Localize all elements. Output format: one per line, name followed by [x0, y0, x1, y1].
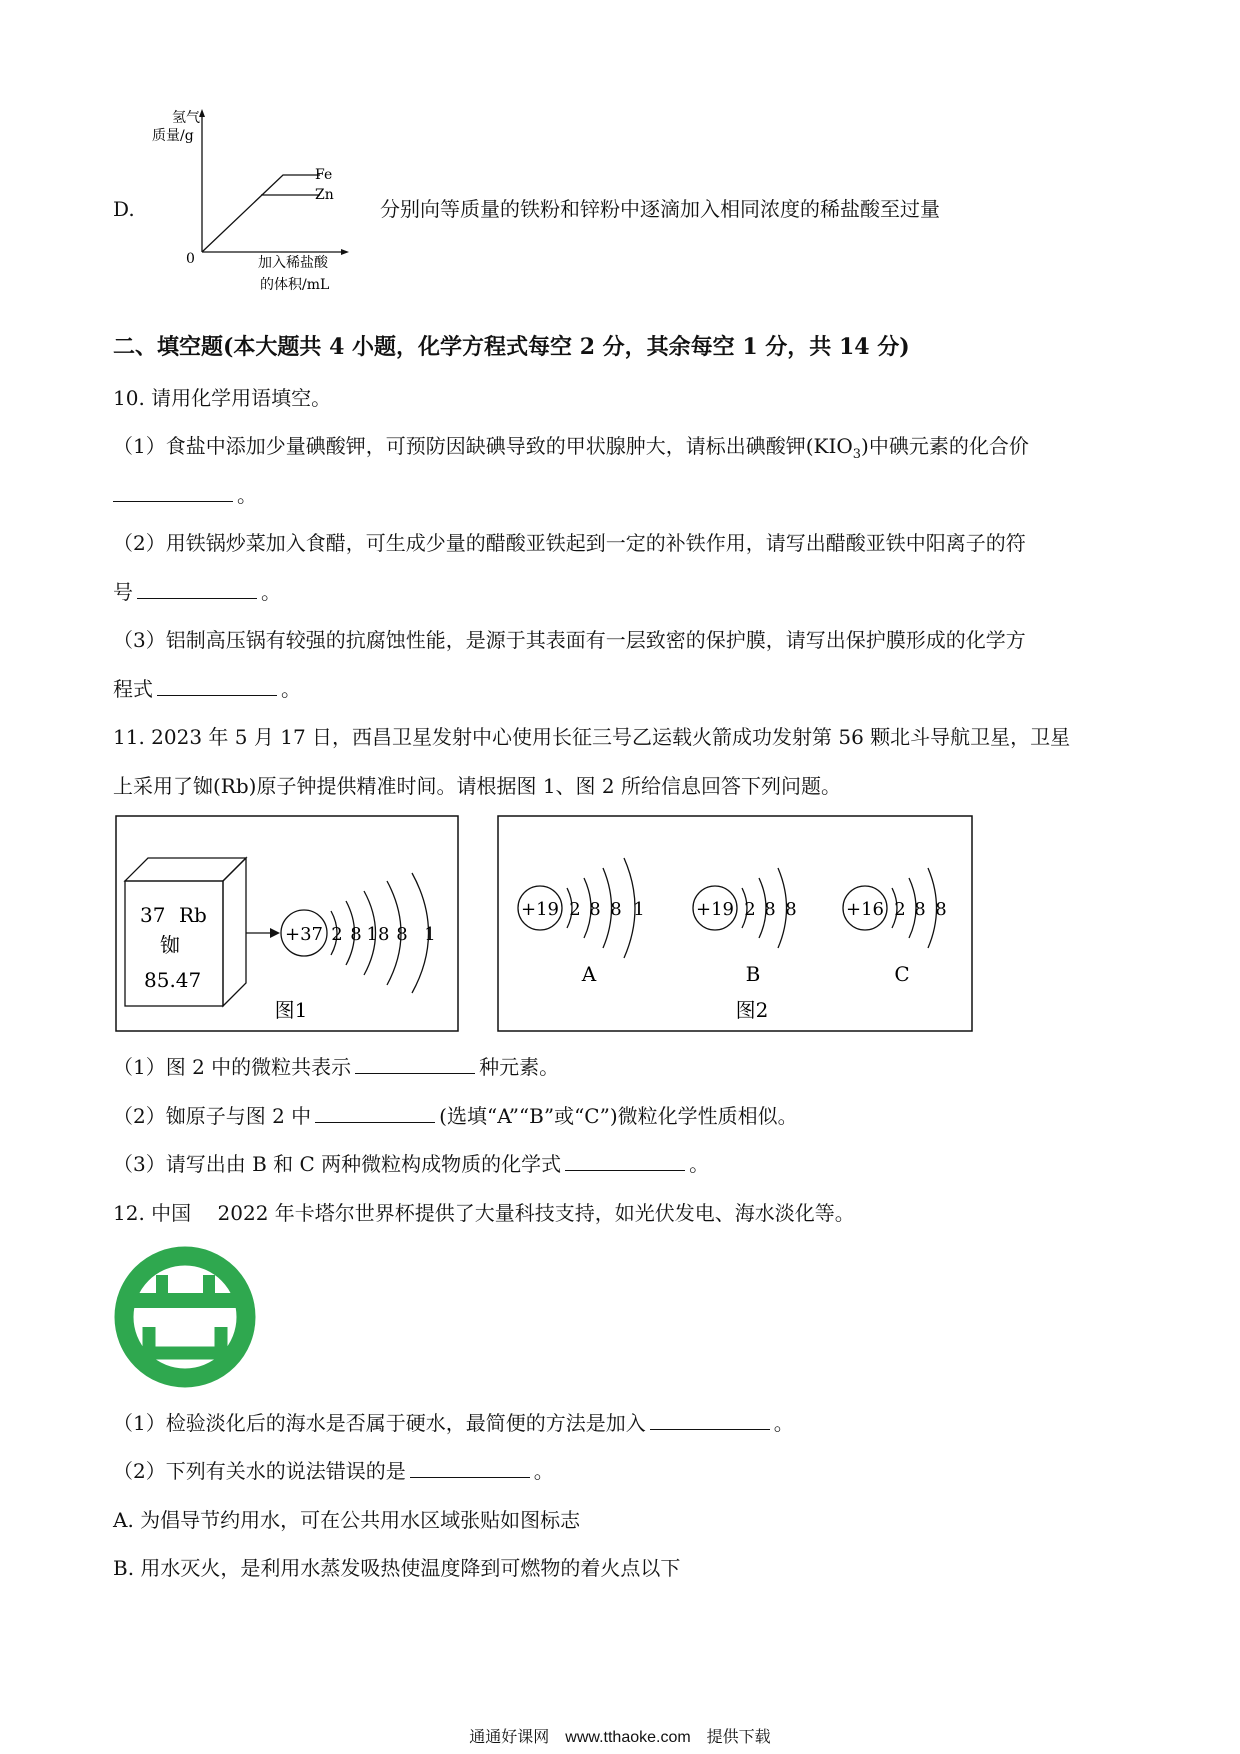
- logo-ring: [124, 1256, 246, 1378]
- logo-cup: [149, 1327, 221, 1353]
- particle-a-charge: +19: [521, 899, 559, 920]
- graph-series-zn: Zn: [315, 187, 334, 203]
- element-mass: 85.47: [144, 968, 202, 992]
- rb-shell-count-1: 2: [331, 924, 343, 945]
- logo-bar: [125, 1293, 246, 1308]
- figure-1: [115, 815, 460, 1033]
- particle-b-label: B: [745, 962, 761, 986]
- q10-p2-answer: 号 。: [113, 580, 281, 604]
- q12-p2: （2）下列有关水的说法错误的是 。: [113, 1459, 554, 1483]
- answer-blank[interactable]: [355, 1055, 475, 1074]
- answer-blank[interactable]: [157, 677, 277, 696]
- graph-xlabel-1: 加入稀盐酸: [258, 255, 328, 271]
- q11-p3: （3）请写出由 B 和 C 两种微粒构成物质的化学式 。: [113, 1152, 710, 1176]
- logo-post-left: [156, 1275, 168, 1300]
- hydrogen-mass-graph: [140, 105, 360, 293]
- answer-blank[interactable]: [315, 1104, 435, 1123]
- element-symbol: Rb: [179, 903, 207, 927]
- graph-ylabel-1: 氢气: [172, 110, 200, 126]
- particle-b-shell-3: 8: [785, 899, 797, 920]
- particle-c-shell-2: 8: [914, 899, 926, 920]
- rb-shell-count-4: 8: [396, 924, 408, 945]
- footer-text: 通通好课网 www.tthaoke.com 提供下载: [469, 1729, 771, 1746]
- option-d-label: D.: [113, 197, 135, 221]
- answer-blank[interactable]: [137, 580, 257, 599]
- particle-a-shell-4: 1: [633, 899, 645, 920]
- q11-stem-2: 上采用了铷(Rb)原子钟提供精准时间。请根据图 1、图 2 所给信息回答下列问题。: [113, 774, 841, 798]
- particle-c-charge: +16: [846, 899, 884, 920]
- rb-shell-count-3: 18: [366, 924, 390, 945]
- rb-nucleus-charge: +37: [285, 924, 323, 945]
- particle-c-shell-1: 2: [894, 899, 906, 920]
- q10-p1-answer: 。: [113, 482, 257, 508]
- answer-blank[interactable]: [565, 1152, 685, 1171]
- particle-a-shell-3: 8: [610, 899, 622, 920]
- q12-option-a[interactable]: A. 为倡导节约用水，可在公共用水区域张贴如图标志: [113, 1508, 581, 1532]
- q10-p3: （3）铝制高压锅有较强的抗腐蚀性能，是源于其表面有一层致密的保护膜，请写出保护膜形成的化学方: [113, 628, 1026, 652]
- graph-x-arrow: [341, 249, 349, 255]
- particle-a-shell-2: 8: [589, 899, 601, 920]
- rb-shell-count-2: 8: [350, 924, 362, 945]
- particle-c-shell-3: 8: [935, 899, 947, 920]
- particle-b-charge: +19: [696, 899, 734, 920]
- q12-stem: 12. 中国 2022 年卡塔尔世界杯提供了大量科技支持，如光伏发电、海水淡化等。: [113, 1201, 855, 1225]
- section-heading: 二、填空题(本大题共 4 小题，化学方程式每空 2 分，其余每空 1 分，共 14 分): [113, 334, 910, 360]
- particle-b-shell-1: 2: [744, 899, 756, 920]
- logo-post-right: [203, 1275, 215, 1300]
- graph-line-fe: [202, 175, 320, 252]
- graph-xlabel-2: 的体积/mL: [260, 277, 330, 293]
- arrow-head: [270, 928, 280, 938]
- particle-b-shell-2: 8: [764, 899, 776, 920]
- q10-p3-answer: 程式 。: [113, 677, 301, 701]
- q10-p1: （1）食盐中添加少量碘酸钾，可预防因缺碘导致的甲状腺肿大，请标出碘酸钾$(KIO_3)$中碘元素的化合价: [113, 434, 1029, 462]
- element-name: 铷: [160, 933, 180, 957]
- q12-option-b[interactable]: B. 用水灭火，是利用水蒸发吸热使温度降到可燃物的着火点以下: [113, 1556, 681, 1580]
- option-d-text: 分别向等质量的铁粉和锌粉中逐滴加入相同浓度的稀盐酸至过量: [380, 197, 940, 221]
- q11-p2: （2）铷原子与图 2 中 (选填“A”“B”或“C”)微粒化学性质相似。: [113, 1104, 798, 1128]
- particle-c-label: C: [894, 962, 910, 986]
- graph-series-fe: Fe: [315, 167, 333, 183]
- q11-p1: （1）图 2 中的微粒共表示 种元素。: [113, 1055, 560, 1079]
- graph-ylabel-2: 质量/g: [152, 128, 194, 144]
- q12-p1: （1）检验淡化后的海水是否属于硬水，最简便的方法是加入 。: [113, 1411, 794, 1435]
- figure-2: [497, 815, 974, 1033]
- rb-shell-count-5: 1: [424, 924, 436, 945]
- figure-1-caption: 图1: [274, 998, 308, 1022]
- figure-2-caption: 图2: [735, 998, 769, 1022]
- particle-a-label: A: [581, 962, 597, 986]
- q10-p2: （2）用铁锅炒菜加入食醋，可生成少量的醋酸亚铁起到一定的补铁作用，请写出醋酸亚铁中阳离子的符: [113, 531, 1026, 555]
- answer-blank[interactable]: [113, 483, 233, 502]
- element-number: 37: [140, 903, 166, 927]
- water-saving-logo: [113, 1245, 258, 1390]
- graph-origin: 0: [186, 251, 195, 267]
- element-cube-side: [223, 858, 246, 1006]
- element-cube-top: [125, 858, 246, 881]
- answer-blank[interactable]: [410, 1459, 530, 1478]
- q11-stem-1: 11. 2023 年 5 月 17 日，西昌卫星发射中心使用长征三号乙运载火箭成功发射第 56 颗北斗导航卫星，卫星: [113, 725, 1071, 749]
- q10-stem: 10. 请用化学用语填空。: [113, 386, 332, 410]
- answer-blank[interactable]: [650, 1411, 770, 1430]
- particle-a-shell-1: 2: [569, 899, 581, 920]
